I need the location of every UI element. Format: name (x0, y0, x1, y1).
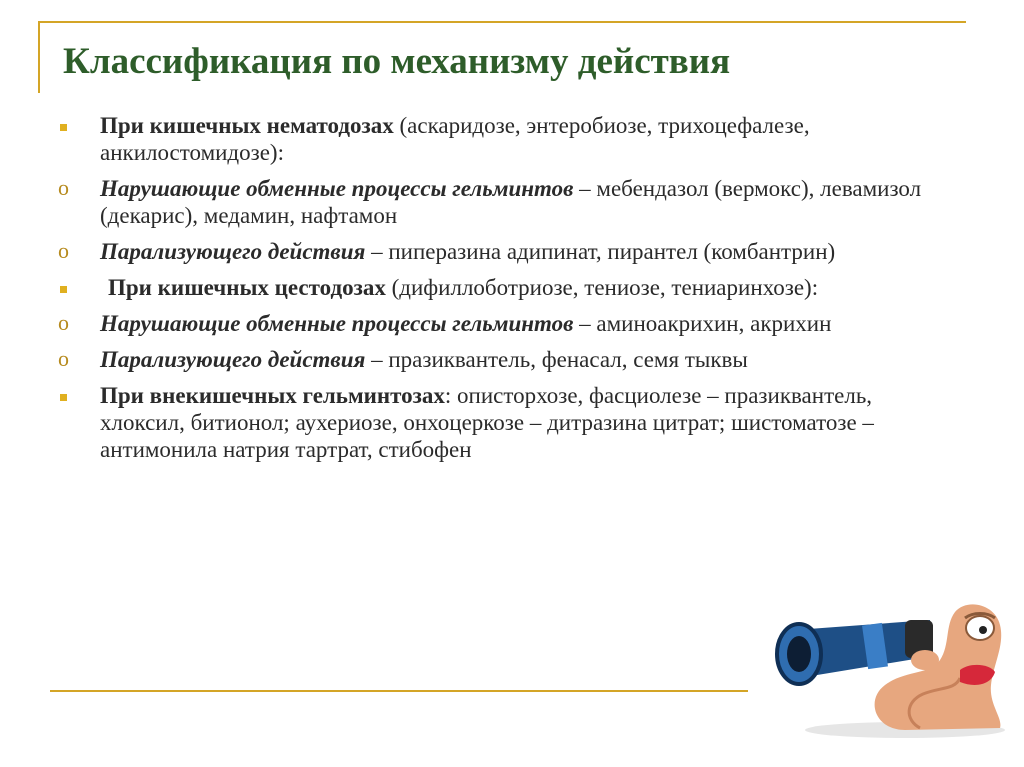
circle-bullet-icon: o (58, 175, 69, 200)
item-lead: Нарушающие обменные процессы гельминтов (100, 311, 574, 336)
left-rule (38, 21, 40, 93)
item-text: – мебендазол (вермокс), левамизол (декарис), медамин, нафтамон (100, 176, 922, 228)
list-item (58, 238, 958, 265)
item-text: – аминоакрихин, акрихин (573, 311, 832, 336)
top-rule (38, 21, 966, 23)
item-lead: При кишечных нематодозах (100, 113, 394, 138)
item-text: – празиквантель, фенасал, семя тыквы (365, 347, 748, 372)
list-item (58, 175, 958, 229)
circle-bullet-icon: o (58, 238, 69, 263)
item-text: : описторхозе, фасциолезе – празиквантель, хлоксил, битионол; аухериозе, онхоцеркозе – дитразина цитрат; шистоматозе – антимонила натрия тартрат, стибофен (100, 383, 874, 462)
worm-telescope-icon (755, 590, 1015, 740)
list-item (58, 274, 958, 301)
list-item (58, 112, 958, 166)
list-item (58, 382, 958, 463)
item-text: – пиперазина адипинат, пирантел (комбантрин) (365, 239, 836, 264)
bullet-list (58, 112, 958, 472)
list-item (58, 346, 958, 373)
circle-bullet-icon: o (58, 346, 69, 371)
bottom-rule (50, 690, 748, 692)
slide-title: Классификация по механизму действия (63, 41, 731, 82)
circle-bullet-icon: o (58, 310, 69, 335)
item-lead: Парализующего действия (100, 239, 366, 264)
item-lead: При внекишечных гельминтозах (100, 383, 445, 408)
list-item (58, 310, 958, 337)
item-lead: Парализующего действия (100, 347, 366, 372)
item-text: (аскаридозе, энтеробиозе, трихоцефалезе, анкилостомидозе): (100, 113, 810, 165)
item-lead: Нарушающие обменные процессы гельминтов (100, 176, 574, 201)
item-text: (дифиллоботриозе, тениозе, тениаринхозе): (385, 275, 819, 300)
item-lead: При кишечных цестодозах (108, 275, 386, 300)
